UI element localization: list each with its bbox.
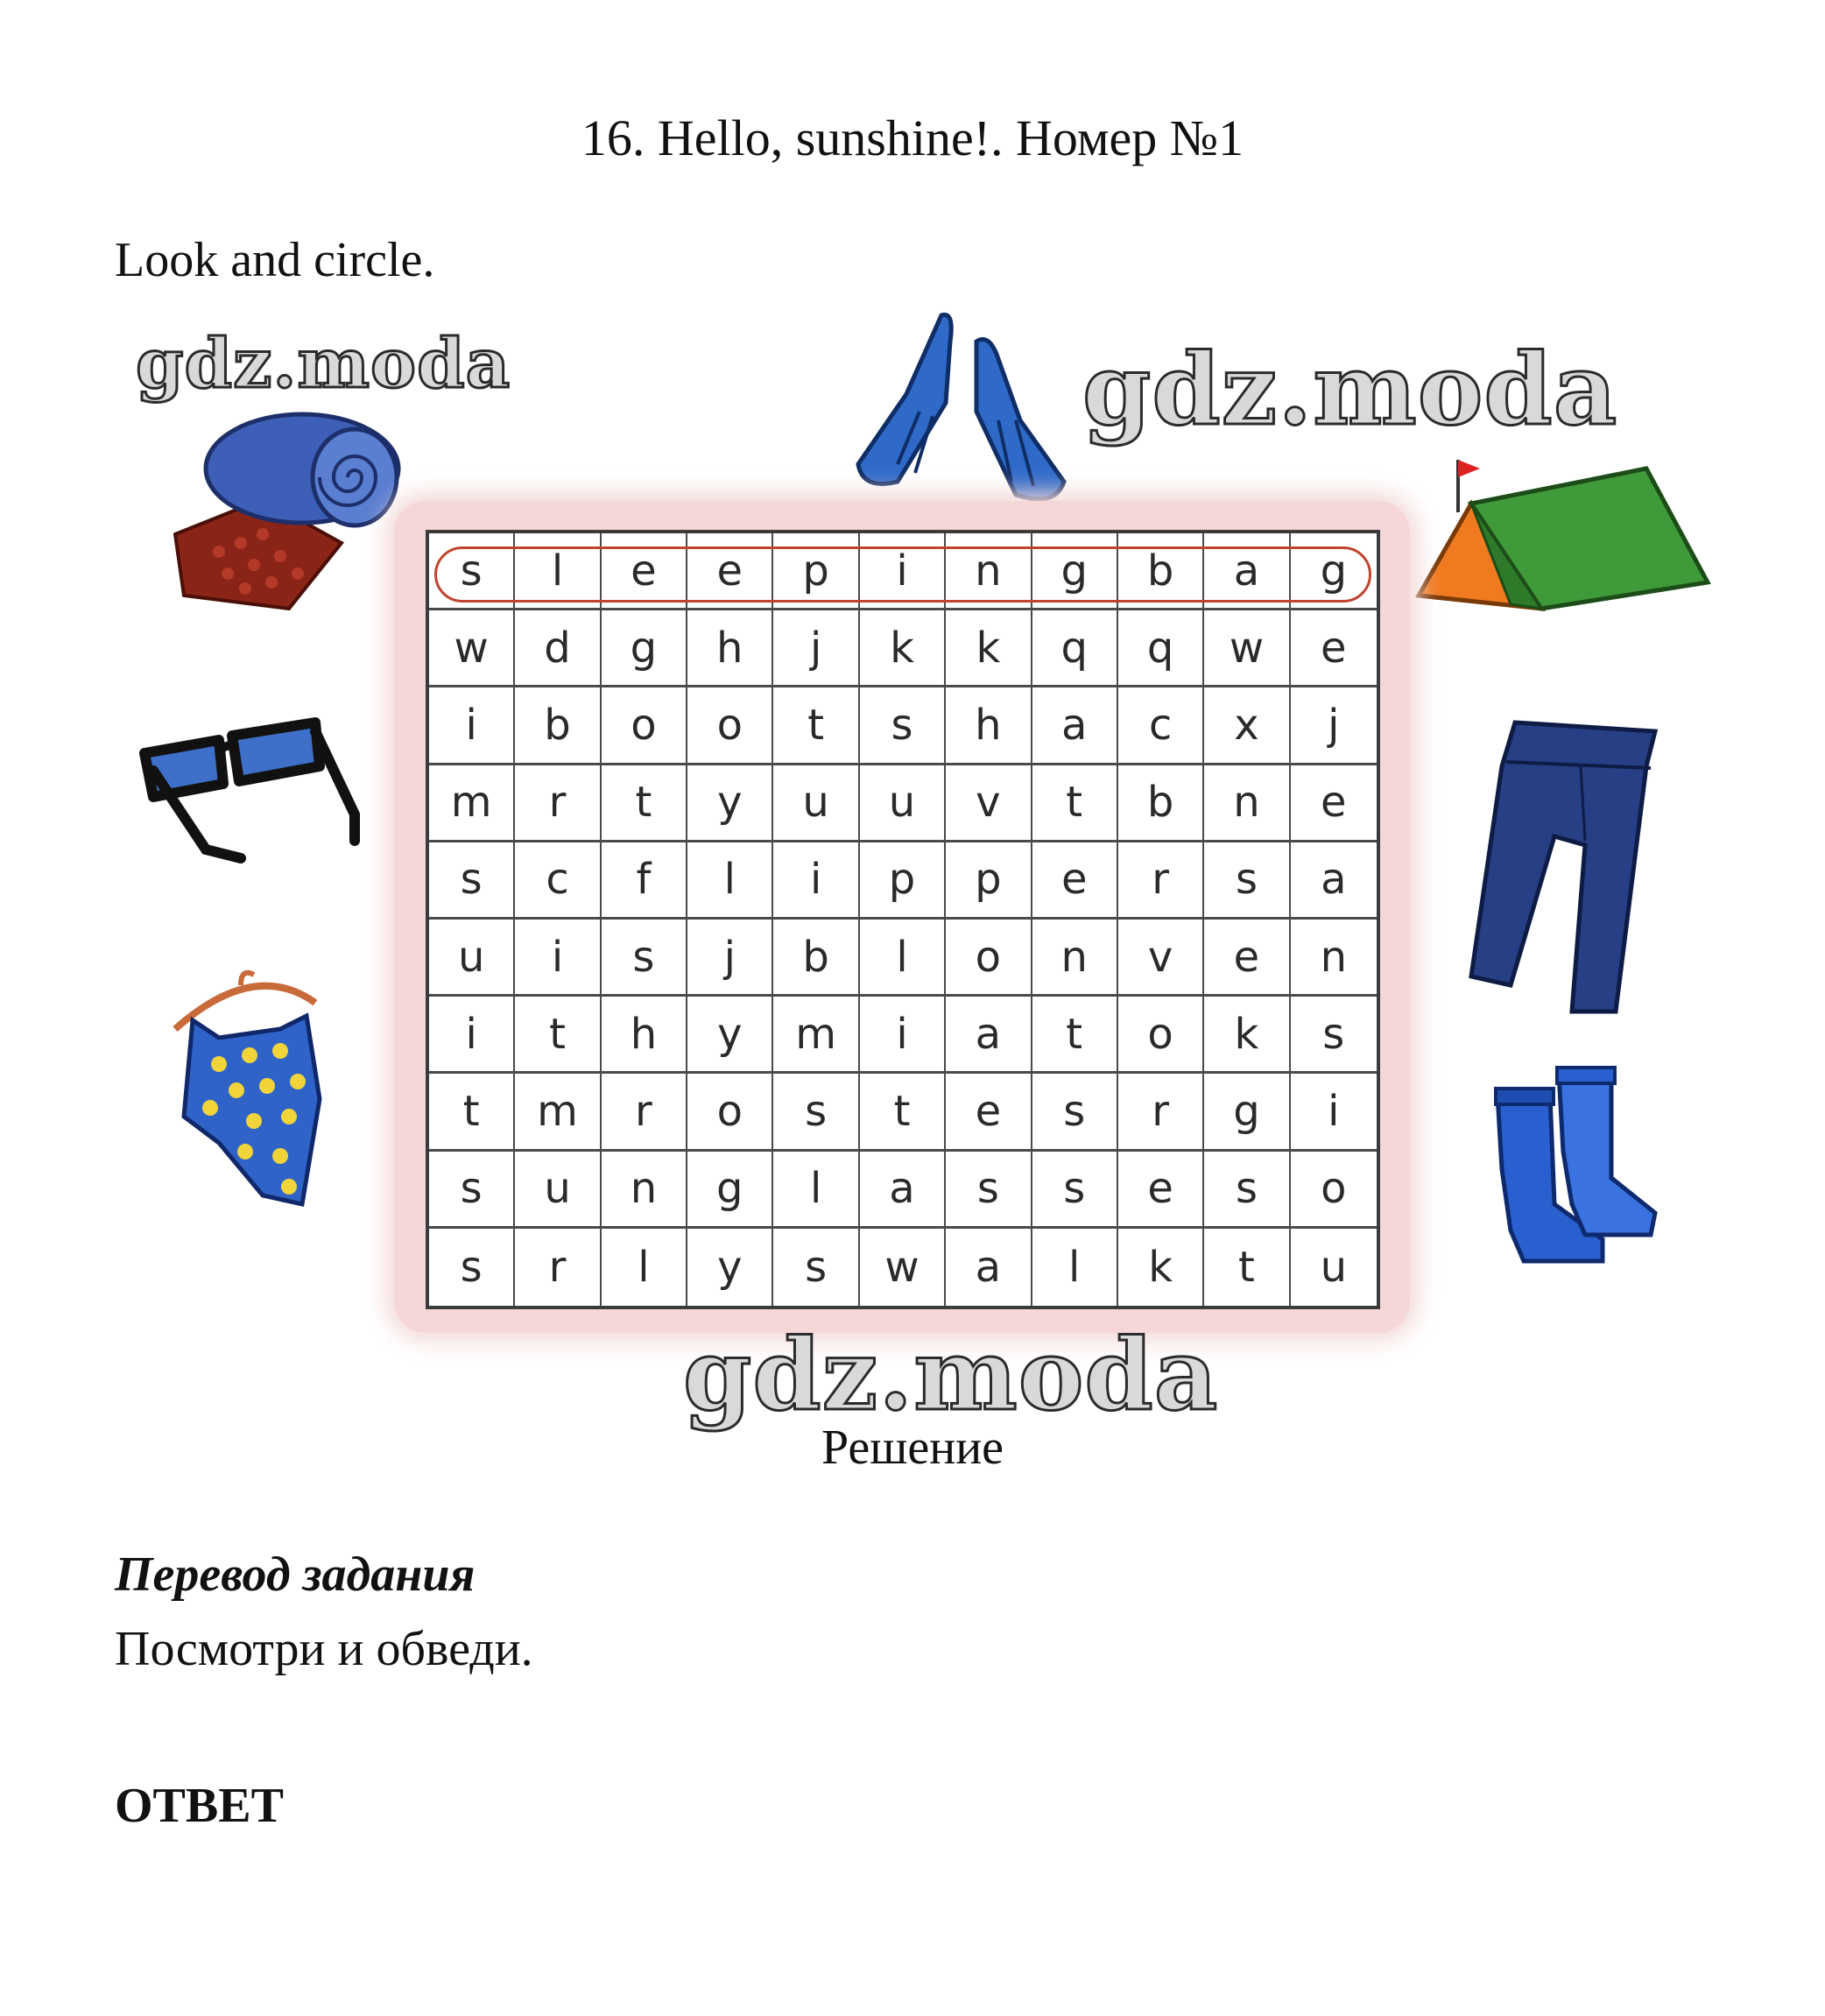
grid-cell: b [1118, 533, 1204, 610]
grid-cell: s [602, 920, 687, 997]
grid-cell: j [687, 920, 773, 997]
grid-cell: c [515, 842, 601, 920]
grid-cell: t [515, 997, 601, 1074]
watermark-1: gdz.moda [136, 324, 511, 404]
grid-cell: j [1291, 687, 1377, 765]
grid-cell: h [602, 997, 687, 1074]
grid-cell: m [773, 997, 859, 1074]
grid-cell: i [429, 997, 515, 1074]
grid-cell: t [1032, 765, 1118, 842]
grid-cell: o [602, 687, 687, 765]
grid-cell: k [1204, 997, 1290, 1074]
grid-cell: u [429, 920, 515, 997]
tent-icon [1410, 442, 1716, 652]
swimsuit-icon [158, 968, 350, 1213]
grid-cell: m [515, 1074, 601, 1151]
grid-cell: k [1118, 1229, 1204, 1306]
grid-cell: r [1118, 842, 1204, 920]
grid-cell: a [1291, 842, 1377, 920]
flippers-icon [845, 307, 1090, 517]
grid-cell: q [1032, 610, 1118, 687]
grid-cell: i [1291, 1074, 1377, 1151]
grid-cell: s [429, 533, 515, 610]
grid-cell: e [1118, 1152, 1204, 1229]
grid-cell: e [1032, 842, 1118, 920]
grid-cell: g [687, 1152, 773, 1229]
grid-cell: a [860, 1152, 946, 1229]
grid-cell: l [1032, 1229, 1118, 1306]
grid-cell: l [687, 842, 773, 920]
boots-icon [1489, 1064, 1664, 1274]
answer-circle-sleeping-bag [434, 546, 1371, 603]
grid-cell: c [1118, 687, 1204, 765]
grid-cell: y [687, 1229, 773, 1306]
grid-cell: s [1032, 1074, 1118, 1151]
grid-cell: e [1291, 610, 1377, 687]
word-search-grid [426, 530, 1380, 1309]
grid-cell: p [773, 533, 859, 610]
grid-cell: v [1118, 920, 1204, 997]
grid-cell: i [773, 842, 859, 920]
grid-cell: e [946, 1074, 1032, 1151]
answer-heading: ОТВЕТ [115, 1779, 284, 1833]
grid-cell: n [1291, 920, 1377, 997]
grid-cell: n [602, 1152, 687, 1229]
grid-cell: e [1291, 765, 1377, 842]
grid-cell: i [429, 687, 515, 765]
solution-caption: Решение [821, 1420, 1004, 1475]
grid-cell: o [1291, 1152, 1377, 1229]
grid-cell: y [687, 765, 773, 842]
grid-cell: t [429, 1074, 515, 1151]
grid-cell: k [860, 610, 946, 687]
grid-cell: w [860, 1229, 946, 1306]
grid-cell: r [602, 1074, 687, 1151]
grid-cell: i [860, 533, 946, 610]
grid-cell: t [602, 765, 687, 842]
grid-cell: i [860, 997, 946, 1074]
grid-cell: r [515, 765, 601, 842]
grid-cell: e [1204, 920, 1290, 997]
grid-cell: s [1204, 842, 1290, 920]
grid-cell: t [773, 687, 859, 765]
grid-cell: b [515, 687, 601, 765]
grid-cell: e [602, 533, 687, 610]
grid-cell: s [773, 1074, 859, 1151]
grid-cell: r [515, 1229, 601, 1306]
watermark-3: gdz.moda [683, 1318, 1219, 1433]
grid-cell: u [515, 1152, 601, 1229]
grid-cell: g [602, 610, 687, 687]
grid-cell: s [1291, 997, 1377, 1074]
grid-cell: n [1032, 920, 1118, 997]
grid-cell: a [1204, 533, 1290, 610]
grid-cell: o [687, 687, 773, 765]
sleeping-bag-icon [158, 403, 420, 622]
grid-cell: t [1204, 1229, 1290, 1306]
grid-cell: h [946, 687, 1032, 765]
grid-cell: v [946, 765, 1032, 842]
grid-cell: s [946, 1152, 1032, 1229]
grid-cell: s [860, 687, 946, 765]
grid-cell: g [1032, 533, 1118, 610]
grid-cell: j [773, 610, 859, 687]
grid-cell: f [602, 842, 687, 920]
translation-heading: Перевод задания [115, 1547, 476, 1602]
grid-cell: a [946, 997, 1032, 1074]
grid-cell: l [515, 533, 601, 610]
watermark-2: gdz.moda [1082, 333, 1618, 448]
grid-cell: m [429, 765, 515, 842]
grid-cell: b [773, 920, 859, 997]
grid-cell: o [687, 1074, 773, 1151]
grid-cell: n [946, 533, 1032, 610]
grid-cell: s [429, 1152, 515, 1229]
grid-cell: l [860, 920, 946, 997]
grid-cell: p [860, 842, 946, 920]
grid-cell: i [515, 920, 601, 997]
grid-cell: h [687, 610, 773, 687]
grid-cell: r [1118, 1074, 1204, 1151]
grid-cell: g [1291, 533, 1377, 610]
grid-cell: b [1118, 765, 1204, 842]
grid-cell: p [946, 842, 1032, 920]
grid-cell: a [1032, 687, 1118, 765]
grid-cell: w [429, 610, 515, 687]
grid-cell: g [1204, 1074, 1290, 1151]
grid-cell: s [429, 1229, 515, 1306]
jeans-icon [1467, 714, 1677, 1029]
grid-cell: y [687, 997, 773, 1074]
grid-cell: u [1320, 1242, 1348, 1292]
grid-cell: q [1118, 610, 1204, 687]
grid-cell: u [773, 765, 859, 842]
grid-cell: u [860, 765, 946, 842]
sunglasses-icon [136, 701, 372, 876]
grid-cell: l [773, 1152, 859, 1229]
page-title: 16. Hello, sunshine!. Номер №1 [581, 109, 1244, 166]
grid-cell: x [1204, 687, 1290, 765]
grid-cell: k [946, 610, 1032, 687]
grid-cell: a [946, 1229, 1032, 1306]
grid-cell: t [860, 1074, 946, 1151]
grid-cell: d [515, 610, 601, 687]
grid-cell: s [429, 842, 515, 920]
translation-text: Посмотри и обведи. [115, 1622, 533, 1676]
grid-cell: o [1118, 997, 1204, 1074]
instruction-text: Look and circle. [115, 233, 435, 287]
grid-cell: s [1204, 1152, 1290, 1229]
grid-cell: s [773, 1229, 859, 1306]
grid-cell: n [1204, 765, 1290, 842]
grid-cell: l [602, 1229, 687, 1306]
grid-cell: t [1032, 997, 1118, 1074]
grid-cell: s [1032, 1152, 1118, 1229]
grid-cell: w [1204, 610, 1290, 687]
grid-cell: e [687, 533, 773, 610]
grid-cell: o [946, 920, 1032, 997]
